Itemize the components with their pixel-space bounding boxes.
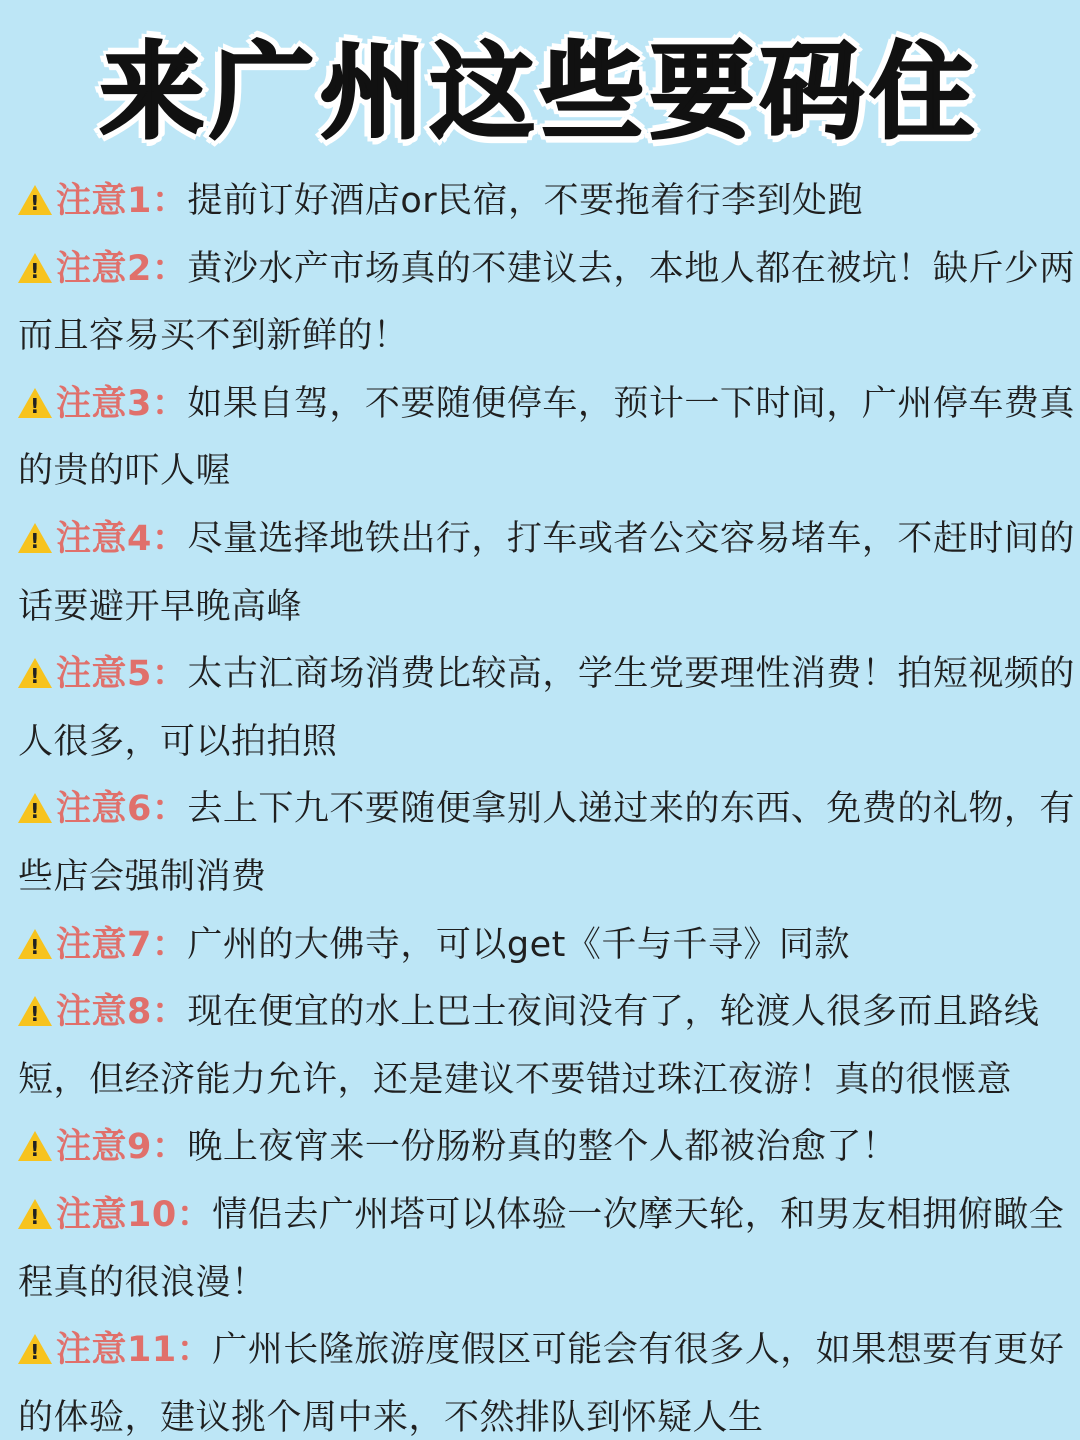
note-label: 注意3： — [56, 383, 188, 424]
note-label: 注意11： — [56, 1330, 213, 1371]
note-label: 注意2： — [56, 248, 188, 289]
warning-icon: ! — [18, 388, 52, 418]
note-item — [18, 641, 1076, 776]
poster-title: 来广州这些要码住 — [99, 31, 980, 153]
note-label: 注意5： — [56, 654, 188, 695]
note-text: 尽量选择地铁出行，打车或者公交容易堵车，不赶时间的话要避开早晚高峰 — [18, 518, 1075, 627]
warning-icon: ! — [18, 1334, 52, 1364]
note-text: 现在便宜的水上巴士夜间没有了，轮渡人很多而且路线短，但经济能力允许，还是建议不要错过珠江夜游！真的很惬意 — [18, 992, 1040, 1100]
note-item — [18, 371, 1076, 506]
note-text: 广州的大佛寺，可以get《千与千寻》同款 — [187, 924, 850, 965]
notes-list — [18, 168, 1076, 1440]
note-label: 注意1： — [56, 181, 188, 221]
note-item — [18, 1114, 1076, 1182]
note-item — [18, 168, 1076, 236]
note-label: 注意9： — [56, 1127, 188, 1168]
note-text: 太古汇商场消费比较高，学生党要理性消费！拍短视频的人很多，可以拍拍照 — [18, 654, 1075, 762]
warning-icon: ! — [18, 658, 52, 688]
note-text: 情侣去广州塔可以体验一次摩天轮，和男友相拥俯瞰全程真的很浪漫！ — [18, 1194, 1065, 1303]
note-label: 注意6： — [56, 789, 188, 830]
note-label: 注意4： — [56, 518, 188, 559]
note-text: 晚上夜宵来一份肠粉真的整个人都被治愈了！ — [187, 1127, 898, 1168]
note-item — [18, 1182, 1076, 1317]
note-text: 广州长隆旅游度假区可能会有很多人，如果想要有更好的体验，建议挑个周中来，不然排队到怀疑人生 — [18, 1330, 1065, 1438]
note-item — [18, 236, 1076, 371]
warning-icon: ! — [18, 929, 52, 959]
note-text: 提前订好酒店or民宿，不要拖着行李到处跑 — [187, 181, 864, 221]
note-item — [18, 776, 1076, 911]
note-text: 如果自驾，不要随便停车，预计一下时间，广州停车费真的贵的吓人喔 — [18, 383, 1075, 492]
warning-icon: ! — [18, 1199, 52, 1229]
note-label: 注意8： — [56, 992, 188, 1033]
warning-icon: ! — [18, 996, 52, 1026]
note-item — [18, 912, 1076, 980]
note-label: 注意7： — [56, 924, 188, 965]
warning-icon: ! — [18, 1131, 52, 1161]
note-item — [18, 979, 1076, 1114]
note-item — [18, 1317, 1076, 1440]
warning-icon: ! — [18, 185, 52, 215]
warning-icon: ! — [18, 253, 52, 283]
note-label: 注意10： — [56, 1194, 213, 1235]
note-item — [18, 506, 1076, 641]
note-text: 黄沙水产市场真的不建议去，本地人都在被坑！缺斤少两而且容易买不到新鲜的！ — [18, 248, 1075, 357]
warning-icon: ! — [18, 793, 52, 823]
note-text: 去上下九不要随便拿别人递过来的东西、免费的礼物，有些店会强制消费 — [18, 789, 1075, 897]
warning-icon: ! — [18, 523, 52, 553]
